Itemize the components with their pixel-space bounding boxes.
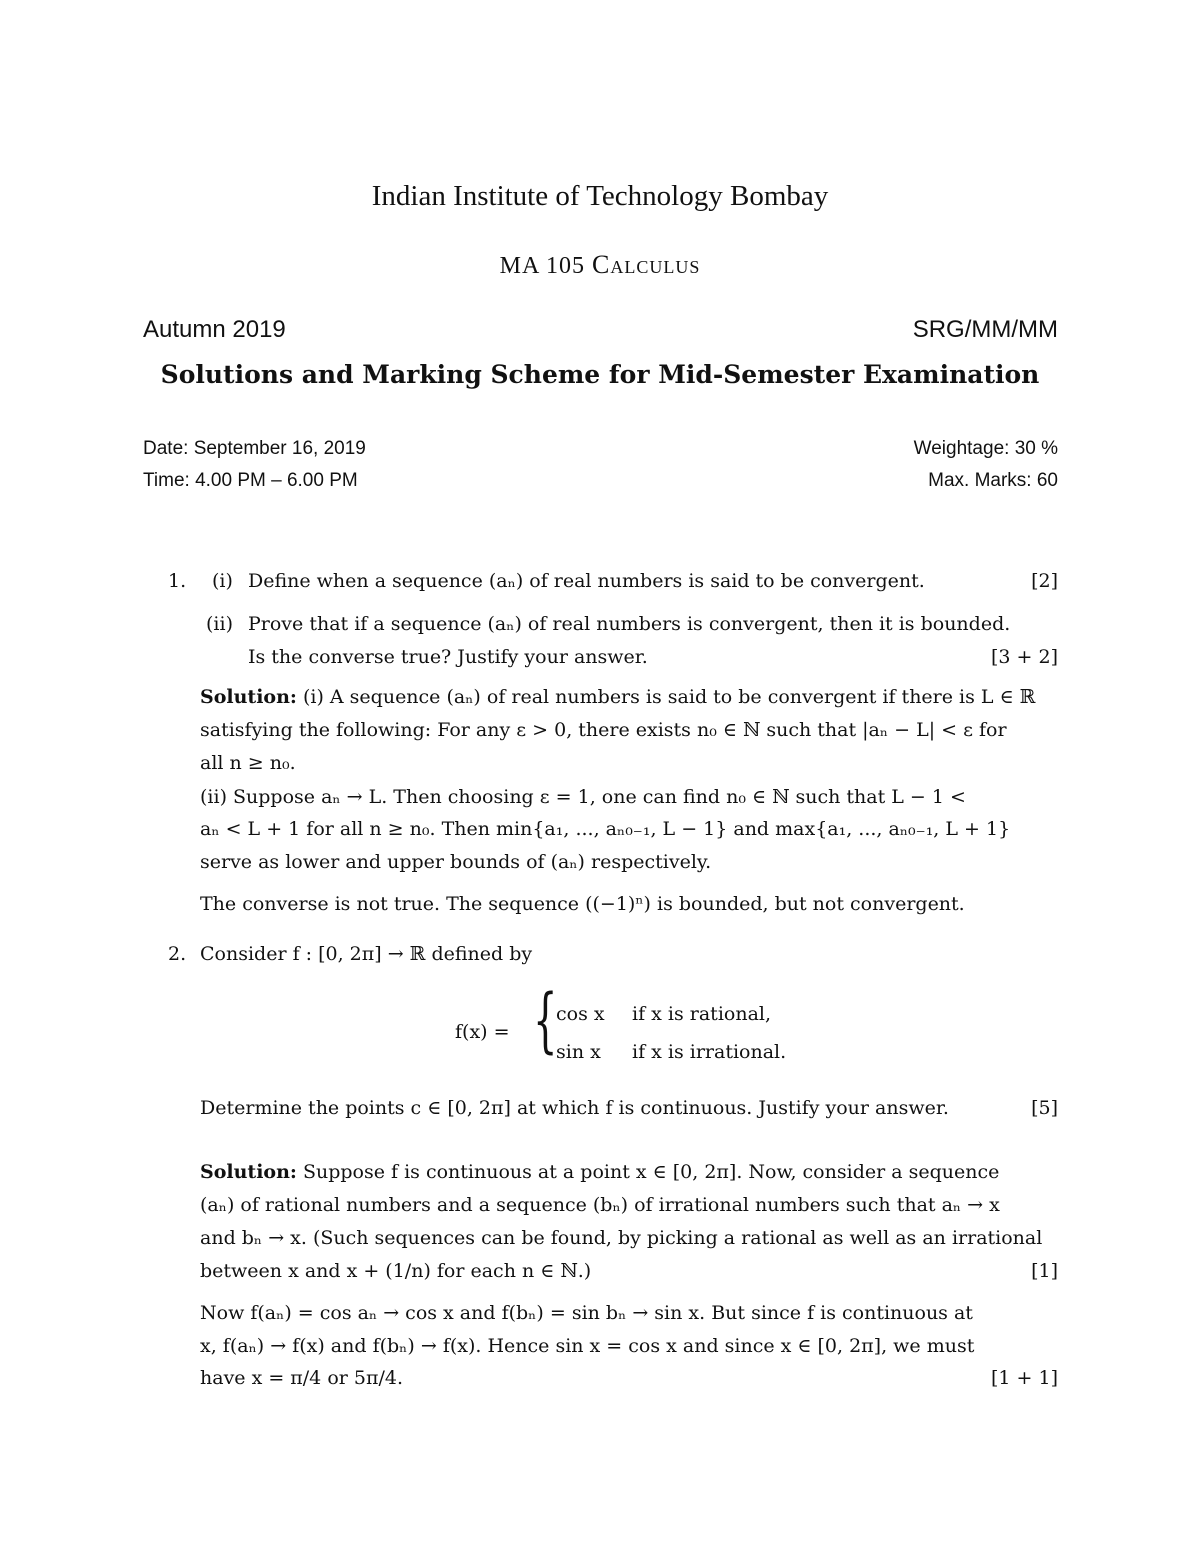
solution-text: aₙ < L + 1 for all n ≥ n₀. Then min{a₁, ..., aₙ₀₋₁, L − 1} and max{a₁, ..., aₙ₀₋₁, L + 1} [200,818,1011,840]
question-text: Is the converse true? Justify your answer. [248,646,648,668]
case-expr: cos x [556,1003,605,1025]
part-label: (ii) [206,613,233,635]
question-text: Consider f : [0, 2π] → ℝ defined by [200,943,533,965]
marks: [2] [1031,570,1058,592]
course-name: Calculus [592,250,701,279]
case-condition: if x is rational, [632,1003,772,1025]
case-expr: sin x [556,1041,601,1063]
solution-text: (ii) Suppose aₙ → L. Then choosing ε = 1, one can find n₀ ∈ ℕ such that L − 1 < [200,786,966,808]
solution-text: (aₙ) of rational numbers and a sequence (bₙ) of irrational numbers such that aₙ → x [200,1194,1000,1216]
course-code: MA 105 [499,253,585,279]
solution-text: all n ≥ n₀. [200,752,296,774]
marks: [1] [1031,1260,1058,1282]
solution-text: Now f(aₙ) = cos aₙ → cos x and f(bₙ) = sin bₙ → sin x. But since f is continuous at [200,1302,973,1324]
solution-text: and bₙ → x. (Such sequences can be found, by picking a rational as well as an irrational [200,1227,1043,1249]
question-text: Determine the points c ∈ [0, 2π] at which f is continuous. Justify your answer. [200,1097,949,1119]
max-marks: Max. Marks: 60 [928,470,1058,491]
function-lhs: f(x) = [455,1021,510,1043]
semester: Autumn 2019 [143,316,286,343]
solution-text: (i) A sequence (aₙ) of real numbers is said to be convergent if there is L ∈ ℝ [302,686,1036,708]
marks: [5] [1031,1097,1058,1119]
solution-text: The converse is not true. The sequence ((−1)ⁿ) is bounded, but not convergent. [200,893,965,915]
institute-name: Indian Institute of Technology Bombay [371,180,829,212]
solution-text: Suppose f is continuous at a point x ∈ [0, 2π]. Now, consider a sequence [302,1161,1000,1183]
solution-text: between x and x + (1/n) for each n ∈ ℕ.) [200,1260,592,1282]
marks: [3 + 2] [990,646,1058,668]
exam-time: Time: 4.00 PM – 6.00 PM [143,470,358,491]
solution-text: x, f(aₙ) → f(x) and f(bₙ) → f(x). Hence sin x = cos x and since x ∈ [0, 2π], we must [200,1335,975,1357]
solution-label: Solution: [200,1161,297,1183]
course-title [0,250,1200,280]
solution-text: have x = π/4 or 5π/4. [200,1367,403,1389]
solution-label: Solution: [200,686,297,708]
marks: [1 + 1] [990,1367,1058,1389]
question-number: 1. [168,570,187,592]
weightage: Weightage: 30 % [913,438,1058,459]
case-condition: if x is irrational. [632,1041,787,1063]
part-label: (i) [212,570,233,592]
question-text: Define when a sequence (aₙ) of real numbers is said to be convergent. [248,570,925,592]
question-number: 2. [168,943,187,965]
solution-line [200,686,1035,708]
faculty: SRG/MM/MM [912,316,1058,343]
document-heading: Solutions and Marking Scheme for Mid-Semester Examination [160,360,1040,389]
solution-text: satisfying the following: For any ε > 0, there exists n₀ ∈ ℕ such that |aₙ − L| < ε for [200,719,1007,741]
question-text: Prove that if a sequence (aₙ) of real numbers is convergent, then it is bounded. [248,613,1011,635]
solution-text: serve as lower and upper bounds of (aₙ) respectively. [200,851,712,873]
exam-date: Date: September 16, 2019 [143,438,366,459]
brace-symbol: { [533,979,558,1061]
solution-line [200,1161,999,1183]
